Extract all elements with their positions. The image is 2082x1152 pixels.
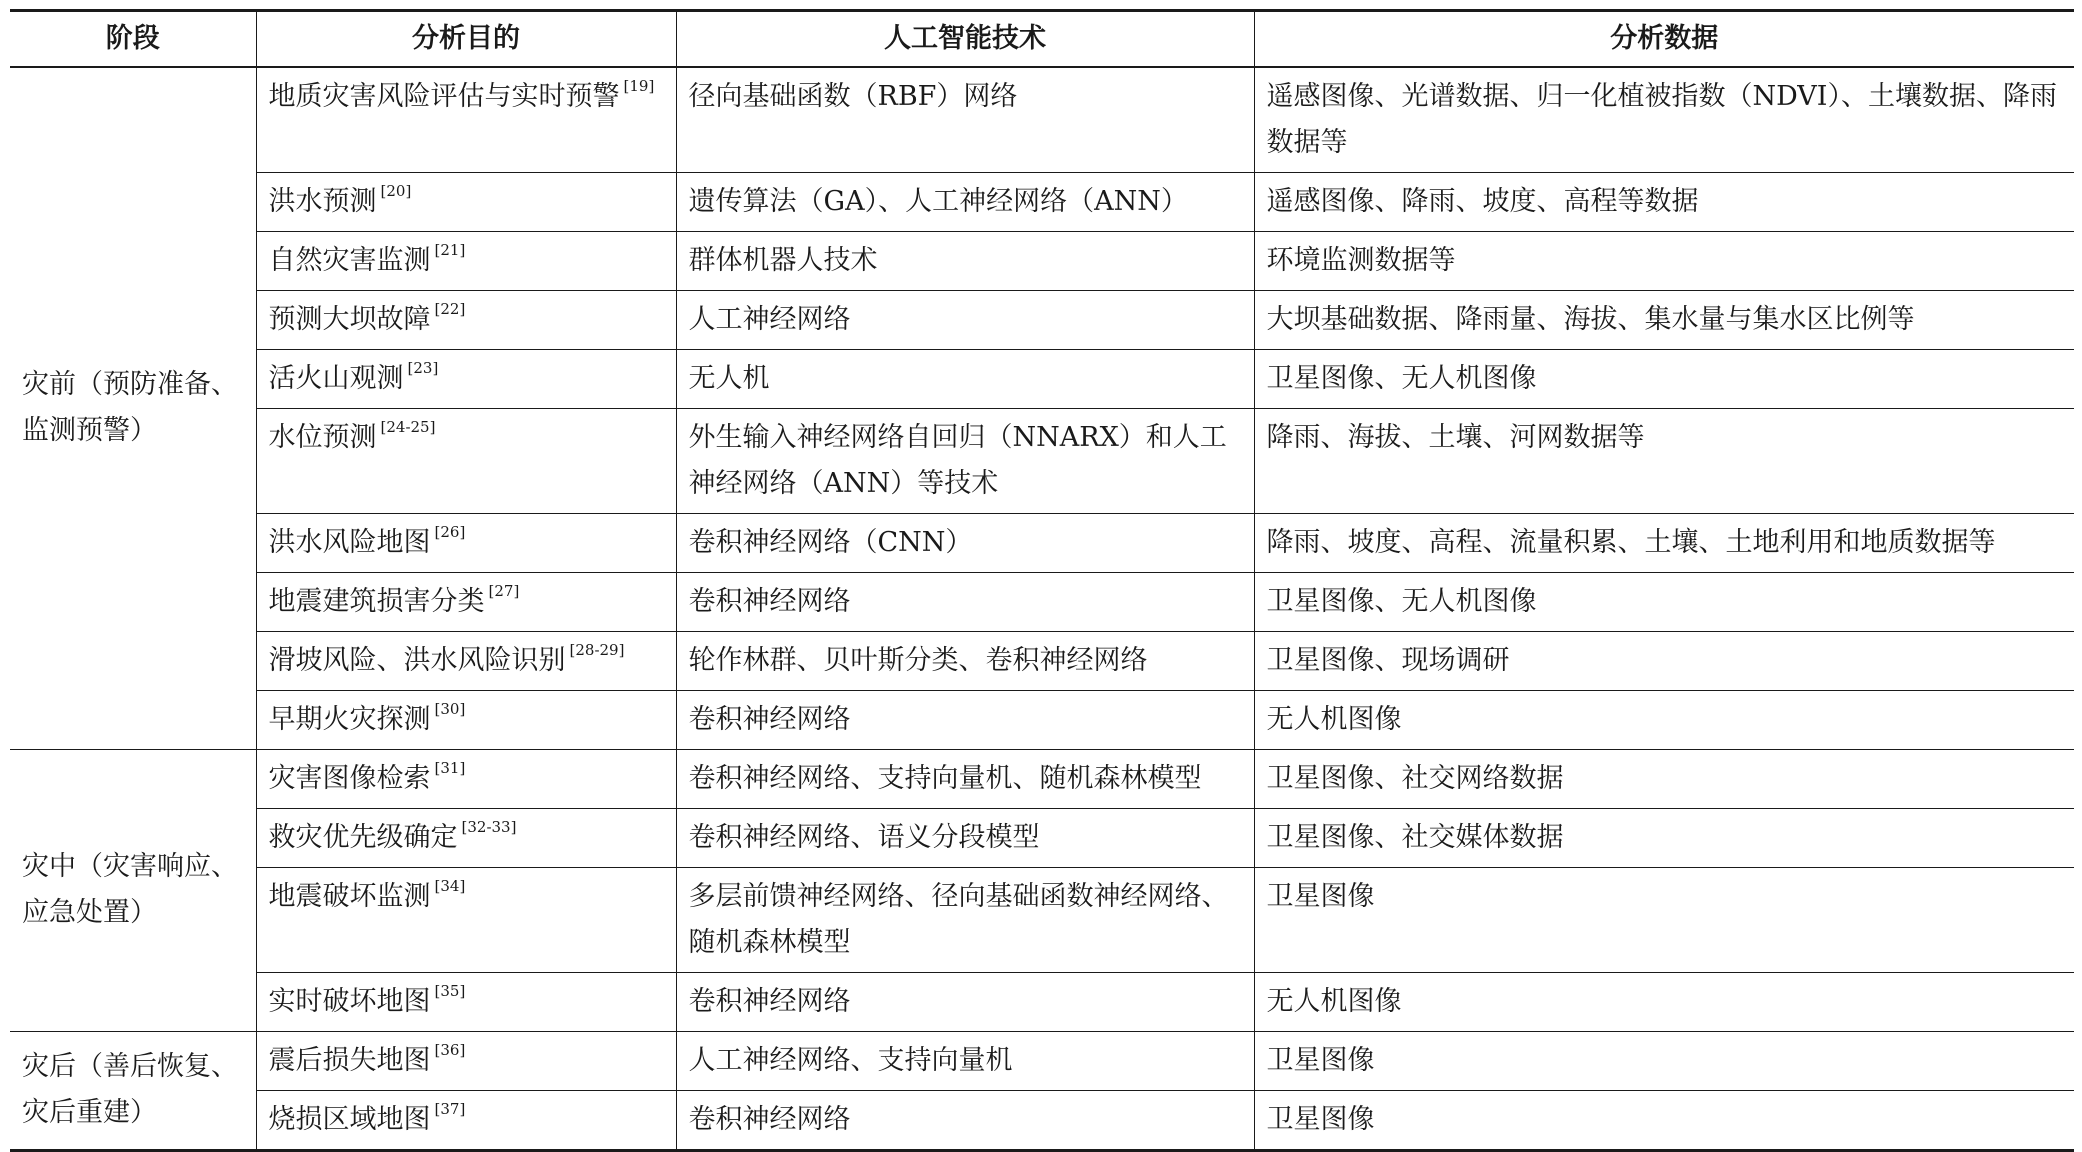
header-stage: 阶段 bbox=[10, 11, 256, 67]
technology-cell: 径向基础函数（RBF）网络 bbox=[676, 67, 1254, 173]
reference-mark: [21] bbox=[434, 240, 466, 259]
stage-cell: 灾中（灾害响应、应急处置） bbox=[10, 749, 256, 1031]
data-cell: 卫星图像 bbox=[1254, 867, 2074, 972]
table-row bbox=[10, 408, 2074, 513]
reference-mark: [19] bbox=[623, 76, 655, 95]
purpose-cell: 洪水预测 [20] bbox=[256, 172, 676, 231]
purpose-cell: 自然灾害监测 [21] bbox=[256, 231, 676, 290]
purpose-cell: 洪水风险地图 [26] bbox=[256, 513, 676, 572]
disaster-ai-table bbox=[10, 9, 2074, 1152]
technology-cell: 外生输入神经网络自回归（NNARX）和人工神经网络（ANN）等技术 bbox=[676, 408, 1254, 513]
table-row bbox=[10, 572, 2074, 631]
technology-cell: 群体机器人技术 bbox=[676, 231, 1254, 290]
table-row bbox=[10, 67, 2074, 173]
purpose-cell: 地震建筑损害分类 [27] bbox=[256, 572, 676, 631]
reference-mark: [37] bbox=[434, 1099, 466, 1118]
technology-cell: 人工神经网络 bbox=[676, 290, 1254, 349]
data-cell: 卫星图像、现场调研 bbox=[1254, 631, 2074, 690]
stage-cell: 灾前（预防准备、监测预警） bbox=[10, 67, 256, 750]
data-cell: 无人机图像 bbox=[1254, 690, 2074, 749]
header-technology: 人工智能技术 bbox=[676, 11, 1254, 67]
reference-mark: [36] bbox=[434, 1040, 466, 1059]
table-row bbox=[10, 690, 2074, 749]
purpose-cell: 地质灾害风险评估与实时预警 [19] bbox=[256, 67, 676, 173]
data-cell: 卫星图像 bbox=[1254, 1031, 2074, 1090]
technology-cell: 遗传算法（GA）、人工神经网络（ANN） bbox=[676, 172, 1254, 231]
reference-mark: [26] bbox=[434, 522, 466, 541]
reference-mark: [23] bbox=[407, 358, 439, 377]
table-body bbox=[10, 67, 2074, 1151]
table-row bbox=[10, 349, 2074, 408]
reference-mark: [35] bbox=[434, 981, 466, 1000]
purpose-cell: 活火山观测 [23] bbox=[256, 349, 676, 408]
reference-mark: [34] bbox=[434, 876, 466, 895]
reference-mark: [20] bbox=[380, 181, 412, 200]
data-cell: 遥感图像、光谱数据、归一化植被指数（NDVI）、土壤数据、降雨数据等 bbox=[1254, 67, 2074, 173]
purpose-cell: 救灾优先级确定 [32-33] bbox=[256, 808, 676, 867]
technology-cell: 卷积神经网络 bbox=[676, 690, 1254, 749]
reference-mark: [30] bbox=[434, 699, 466, 718]
table-header bbox=[10, 11, 2074, 67]
stage-cell: 灾后（善后恢复、灾后重建） bbox=[10, 1031, 256, 1150]
data-cell: 卫星图像、无人机图像 bbox=[1254, 349, 2074, 408]
table-row bbox=[10, 290, 2074, 349]
data-cell: 遥感图像、降雨、坡度、高程等数据 bbox=[1254, 172, 2074, 231]
purpose-cell: 灾害图像检索 [31] bbox=[256, 749, 676, 808]
data-cell: 降雨、坡度、高程、流量积累、土壤、土地利用和地质数据等 bbox=[1254, 513, 2074, 572]
table-row bbox=[10, 231, 2074, 290]
data-cell: 降雨、海拔、土壤、河网数据等 bbox=[1254, 408, 2074, 513]
header-purpose: 分析目的 bbox=[256, 11, 676, 67]
table-row bbox=[10, 749, 2074, 808]
data-cell: 卫星图像 bbox=[1254, 1090, 2074, 1150]
purpose-cell: 早期火灾探测 [30] bbox=[256, 690, 676, 749]
table-row bbox=[10, 1090, 2074, 1150]
table-row bbox=[10, 172, 2074, 231]
technology-cell: 卷积神经网络、支持向量机、随机森林模型 bbox=[676, 749, 1254, 808]
technology-cell: 无人机 bbox=[676, 349, 1254, 408]
technology-cell: 多层前馈神经网络、径向基础函数神经网络、随机森林模型 bbox=[676, 867, 1254, 972]
data-cell: 卫星图像、社交媒体数据 bbox=[1254, 808, 2074, 867]
technology-cell: 卷积神经网络（CNN） bbox=[676, 513, 1254, 572]
reference-mark: [32-33] bbox=[461, 817, 517, 836]
reference-mark: [22] bbox=[434, 299, 466, 318]
technology-cell: 卷积神经网络 bbox=[676, 1090, 1254, 1150]
table-row bbox=[10, 808, 2074, 867]
table-row bbox=[10, 513, 2074, 572]
purpose-cell: 地震破坏监测 [34] bbox=[256, 867, 676, 972]
reference-mark: [28-29] bbox=[569, 640, 625, 659]
purpose-cell: 预测大坝故障 [22] bbox=[256, 290, 676, 349]
purpose-cell: 滑坡风险、洪水风险识别 [28-29] bbox=[256, 631, 676, 690]
data-cell: 卫星图像、社交网络数据 bbox=[1254, 749, 2074, 808]
table-row bbox=[10, 972, 2074, 1031]
purpose-cell: 实时破坏地图 [35] bbox=[256, 972, 676, 1031]
data-cell: 环境监测数据等 bbox=[1254, 231, 2074, 290]
technology-cell: 卷积神经网络 bbox=[676, 572, 1254, 631]
table-row bbox=[10, 1031, 2074, 1090]
reference-mark: [27] bbox=[488, 581, 520, 600]
data-cell: 无人机图像 bbox=[1254, 972, 2074, 1031]
purpose-cell: 烧损区域地图 [37] bbox=[256, 1090, 676, 1150]
reference-mark: [31] bbox=[434, 758, 466, 777]
technology-cell: 人工神经网络、支持向量机 bbox=[676, 1031, 1254, 1090]
data-cell: 大坝基础数据、降雨量、海拔、集水量与集水区比例等 bbox=[1254, 290, 2074, 349]
table-row bbox=[10, 631, 2074, 690]
table-row bbox=[10, 867, 2074, 972]
purpose-cell: 震后损失地图 [36] bbox=[256, 1031, 676, 1090]
reference-mark: [24-25] bbox=[380, 417, 436, 436]
technology-cell: 轮作林群、贝叶斯分类、卷积神经网络 bbox=[676, 631, 1254, 690]
technology-cell: 卷积神经网络 bbox=[676, 972, 1254, 1031]
technology-cell: 卷积神经网络、语义分段模型 bbox=[676, 808, 1254, 867]
data-cell: 卫星图像、无人机图像 bbox=[1254, 572, 2074, 631]
purpose-cell: 水位预测 [24-25] bbox=[256, 408, 676, 513]
header-data: 分析数据 bbox=[1254, 11, 2074, 67]
